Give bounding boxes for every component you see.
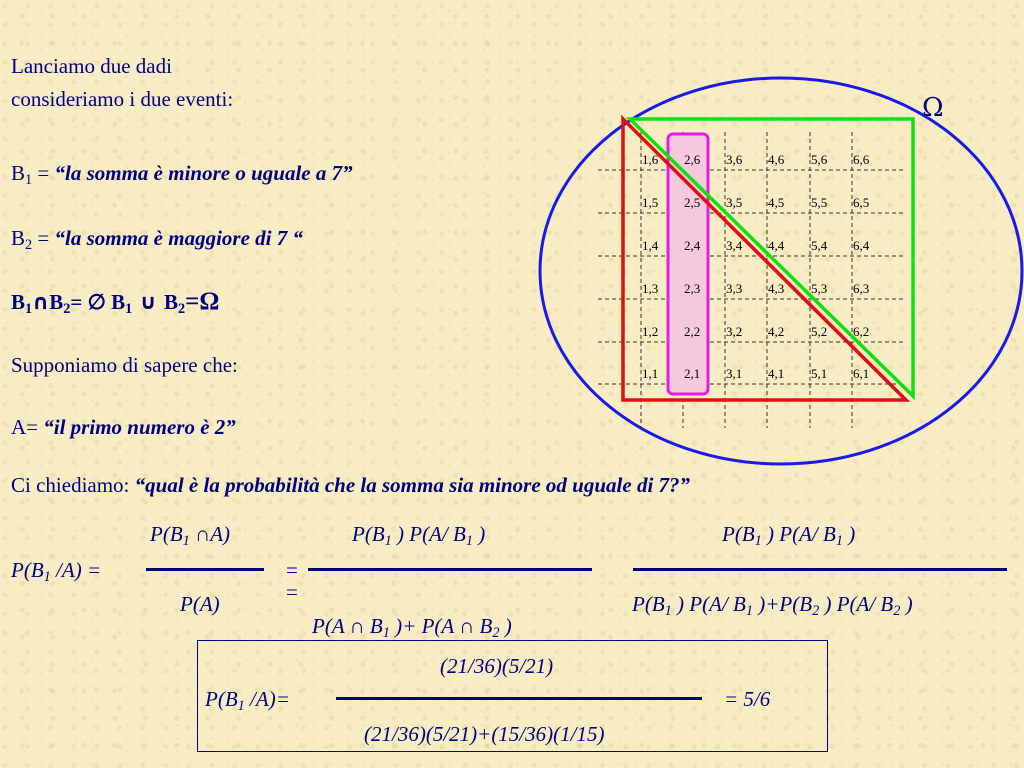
f3-num-sub1: 1: [754, 532, 762, 549]
outcome-cell: 2,4: [684, 238, 701, 253]
f3-den-sub3: 2: [812, 602, 820, 619]
outcome-cell: 5,6: [811, 152, 828, 167]
f3-den-a: P(B: [632, 592, 665, 616]
sample-space-ellipse: [540, 78, 1022, 464]
outcome-cell: 1,1: [642, 366, 659, 381]
f1-num-rest: ∩A): [189, 522, 231, 546]
f3-den-b: ) P(A/ B: [671, 592, 746, 616]
f2-num-sub1: 1: [384, 532, 392, 549]
outcome-cell: 6,5: [853, 195, 870, 210]
event-a-highlight: [668, 134, 708, 394]
f3-num-sub2: 1: [835, 532, 843, 549]
f3-den-sub2: 1: [745, 602, 753, 619]
outcome-cell: 5,3: [811, 281, 828, 296]
outcome-cell: 6,3: [853, 281, 870, 296]
formula-lhs-p: P(B: [11, 558, 44, 582]
outcome-cell: 5,2: [811, 324, 828, 339]
event-b2-subscript: 2: [25, 236, 33, 253]
outcome-cell: 2,2: [684, 324, 701, 339]
fraction3-numerator: [722, 522, 856, 549]
outcome-cell: 6,2: [853, 324, 870, 339]
set-b1-union-sub: 1: [125, 300, 133, 317]
intro-line-1: Lanciamo due dadi: [11, 54, 172, 78]
outcome-cell: 1,2: [642, 324, 659, 339]
fraction1-numerator: [150, 522, 231, 549]
suppose-line: Supponiamo di sapere che:: [11, 353, 238, 377]
outcome-cell: 6,1: [853, 366, 870, 381]
set-b2-sub: 2: [63, 300, 71, 317]
set-b2-union: B: [163, 290, 178, 314]
f2-den-b: )+ P(A ∩ B: [389, 614, 493, 638]
f2-num-mid: ) P(A/ B: [391, 522, 466, 546]
f3-num-p: P(B: [722, 522, 755, 546]
set-b2: B: [49, 290, 64, 314]
outcome-cell: 2,3: [684, 281, 701, 296]
fraction3-denominator: [632, 592, 913, 619]
event-b1-subscript: 1: [25, 171, 33, 188]
f1-num-sub: 1: [182, 532, 190, 549]
fraction2-numerator: [352, 522, 486, 549]
fraction3-line: [633, 568, 1007, 571]
equals-mid-2: =: [286, 580, 298, 604]
union-symbol: ∪: [132, 290, 164, 314]
f3-den-sub1: 1: [664, 602, 672, 619]
outcome-cell: 5,4: [811, 238, 828, 253]
outcome-cell: 1,6: [642, 152, 659, 167]
result-lhs-p: P(B: [205, 687, 238, 711]
f1-num-p: P(B: [150, 522, 183, 546]
intro-line-2: consideriamo i due eventi:: [11, 87, 234, 111]
result-lhs-rest: /A)=: [244, 687, 290, 711]
outcome-cell: 2,1: [684, 366, 701, 381]
outcome-cell: 1,4: [642, 238, 659, 253]
outcome-cell: 5,1: [811, 366, 828, 381]
f3-den-sub4: 2: [893, 602, 901, 619]
formula-lhs-rest: /A) =: [50, 558, 102, 582]
result-fraction-line: [336, 697, 702, 700]
f3-den-d: ) P(A/ B: [819, 592, 894, 616]
event-b1-equals: =: [32, 161, 55, 185]
event-b2-letter: B: [11, 226, 26, 250]
event-a-definition: “il primo numero è 2”: [43, 415, 236, 439]
outcome-cell: 6,4: [853, 238, 870, 253]
fraction1-line: [146, 568, 264, 571]
outcome-cell: 3,1: [726, 366, 743, 381]
outcome-cell: 2,5: [684, 195, 701, 210]
event-b2-definition: “la somma è maggiore di 7 “: [54, 226, 303, 250]
f3-num-end: ): [843, 522, 856, 546]
f2-den-sub1: 1: [382, 624, 390, 641]
outcome-cell: 6,6: [853, 152, 870, 167]
outcome-cell: 1,3: [642, 281, 659, 296]
set-b1-union: B: [111, 290, 126, 314]
event-a-prefix: A=: [11, 415, 44, 439]
outcome-cell: 3,4: [726, 238, 743, 253]
event-b1-letter: B: [11, 161, 26, 185]
outcome-cell: 4,6: [768, 152, 785, 167]
question-prefix: Ci chiediamo:: [11, 473, 135, 497]
f2-num-end: ): [473, 522, 486, 546]
set-b1-sub: 1: [25, 300, 33, 317]
outcome-cell: 3,2: [726, 324, 743, 339]
equals-mid-1: =: [286, 558, 298, 582]
outcome-cell: 5,5: [811, 195, 828, 210]
empty-set-equality: = ∅: [70, 290, 112, 314]
formula-lhs: [11, 558, 102, 585]
set-b1: B: [11, 290, 26, 314]
outcome-cell: 4,2: [768, 324, 785, 339]
fraction2-line: [308, 568, 592, 571]
result-answer: = 5/6: [724, 687, 771, 711]
event-b1-definition: “la somma è minore o uguale a 7”: [54, 161, 353, 185]
f3-den-c: )+P(B: [753, 592, 813, 616]
f2-num-p: P(B: [352, 522, 385, 546]
outcome-cell: 4,1: [768, 366, 785, 381]
fraction2-denominator: [312, 614, 512, 641]
result-lhs: [205, 687, 290, 714]
outcome-cell: 1,5: [642, 195, 659, 210]
f2-den-a: P(A ∩ B: [312, 614, 383, 638]
formula-lhs-sub: 1: [43, 568, 51, 585]
outcome-cell: 3,3: [726, 281, 743, 296]
result-denominator: (21/36)(5/21)+(15/36)(1/15): [364, 722, 605, 746]
outcome-cell: 3,5: [726, 195, 743, 210]
grid-dashed-lines: [598, 132, 905, 428]
omega-equality: =Ω: [185, 288, 220, 315]
f2-den-c: ): [499, 614, 512, 638]
fraction1-denominator: P(A): [180, 592, 220, 616]
event-b2-equals: =: [32, 226, 55, 250]
omega-label: Ω: [922, 93, 944, 123]
question-text: “qual è la probabilità che la somma sia minore od uguale di 7?”: [134, 473, 691, 497]
result-lhs-sub: 1: [237, 697, 245, 714]
f3-den-e: ): [900, 592, 913, 616]
outcome-cell: 3,6: [726, 152, 743, 167]
outcome-cell: 4,5: [768, 195, 785, 210]
f2-num-sub2: 1: [465, 532, 473, 549]
intersection-symbol: ∩: [32, 290, 50, 314]
outcome-cell: 4,3: [768, 281, 785, 296]
result-numerator: (21/36)(5/21): [440, 654, 554, 678]
f3-num-mid: ) P(A/ B: [761, 522, 836, 546]
outcome-cell: 4,4: [768, 238, 785, 253]
set-b2-union-sub: 2: [178, 300, 186, 317]
f2-den-sub2: 2: [492, 624, 500, 641]
outcome-cell: 2,6: [684, 152, 701, 167]
